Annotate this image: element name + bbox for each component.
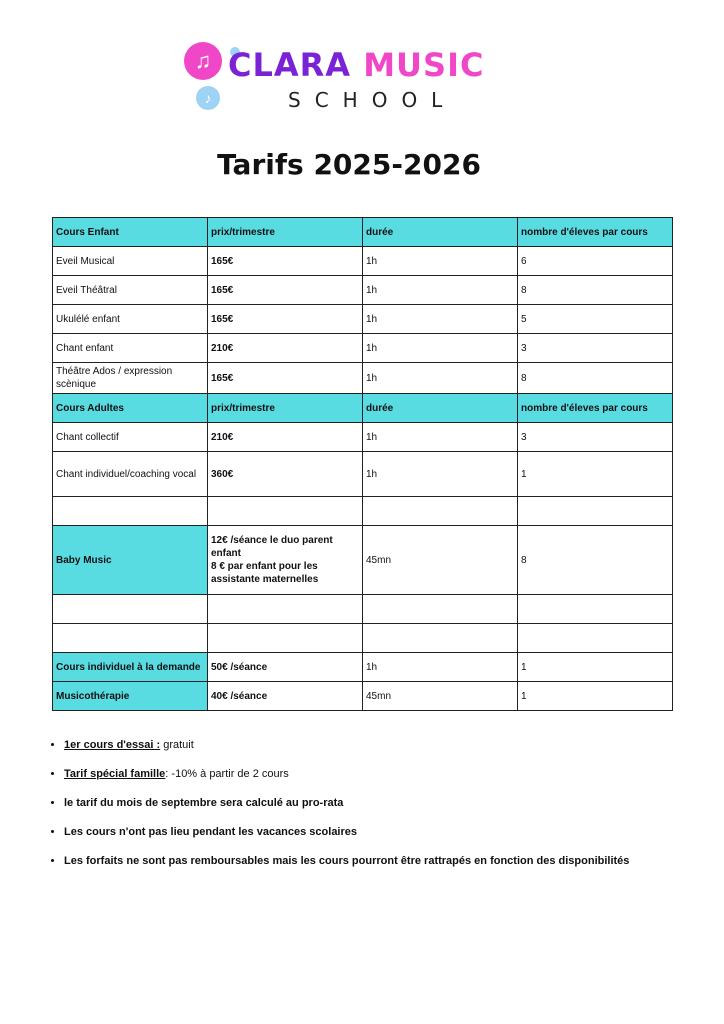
table-row xyxy=(53,682,673,711)
price-cell: 40€ /séance xyxy=(208,682,363,711)
course-cell: Chant individuel/coaching vocal xyxy=(53,452,208,497)
logo-wordmark xyxy=(228,46,484,84)
note-text: : -10% à partir de 2 cours xyxy=(165,768,289,780)
duration-cell: 1h xyxy=(363,276,518,305)
logo-word-clara: CLARA xyxy=(228,46,352,84)
students-cell: 1 xyxy=(518,452,673,497)
price-cell: 360€ xyxy=(208,452,363,497)
duration-cell: 45mn xyxy=(363,526,518,595)
course-cell: Eveil Musical xyxy=(53,247,208,276)
empty-row xyxy=(53,497,673,526)
list-item: • le tarif du mois de septembre sera calculé au pro-rata xyxy=(64,796,724,811)
header-cell: Cours Enfant xyxy=(53,218,208,247)
header-cell: durée xyxy=(363,394,518,423)
price-line: 12€ /séance le duo parent enfant xyxy=(211,535,333,559)
empty-cell xyxy=(518,595,673,624)
table-row xyxy=(53,247,673,276)
logo-word-school: SCHOOL xyxy=(288,88,457,112)
table-row xyxy=(53,452,673,497)
header-cell: nombre d'éleves par cours xyxy=(518,218,673,247)
duration-cell: 45mn xyxy=(363,682,518,711)
duration-cell: 1h xyxy=(363,423,518,452)
price-cell: 165€ xyxy=(208,276,363,305)
table-header-row xyxy=(53,218,673,247)
empty-cell xyxy=(53,595,208,624)
table-row xyxy=(53,423,673,452)
course-cell: Baby Music xyxy=(53,526,208,595)
table-row xyxy=(53,276,673,305)
students-cell: 5 xyxy=(518,305,673,334)
students-cell: 8 xyxy=(518,363,673,394)
header-cell: Cours Adultes xyxy=(53,394,208,423)
students-cell: 1 xyxy=(518,653,673,682)
price-line: 8 € par enfant pour les assistante maternelles xyxy=(211,561,319,585)
students-cell: 8 xyxy=(518,526,673,595)
table-row xyxy=(53,305,673,334)
notes-list xyxy=(46,738,724,883)
header-cell: prix/trimestre xyxy=(208,218,363,247)
duration-cell: 1h xyxy=(363,334,518,363)
table-header-row xyxy=(53,394,673,423)
header-cell: prix/trimestre xyxy=(208,394,363,423)
page-title: Tarifs 2025-2026 xyxy=(217,148,481,181)
duration-cell: 1h xyxy=(363,305,518,334)
logo-word-music: MUSIC xyxy=(363,46,485,84)
course-cell: Musicothérapie xyxy=(53,682,208,711)
table-row xyxy=(53,334,673,363)
empty-cell xyxy=(518,624,673,653)
empty-cell xyxy=(208,595,363,624)
note-label: 1er cours d'essai : xyxy=(64,739,161,751)
empty-row xyxy=(53,624,673,653)
tariff-table xyxy=(52,217,673,711)
empty-cell xyxy=(518,497,673,526)
empty-row xyxy=(53,595,673,624)
course-cell: Ukulélé enfant xyxy=(53,305,208,334)
price-cell xyxy=(208,526,363,595)
music-note-icon-small: ♪ xyxy=(196,86,220,110)
header-cell: nombre d'éleves par cours xyxy=(518,394,673,423)
price-cell: 210€ xyxy=(208,334,363,363)
course-cell: Cours individuel à la demande xyxy=(53,653,208,682)
course-cell: Chant enfant xyxy=(53,334,208,363)
note-label: Tarif spécial famille xyxy=(64,768,166,780)
empty-cell xyxy=(363,624,518,653)
empty-cell xyxy=(208,497,363,526)
students-cell: 3 xyxy=(518,423,673,452)
duration-cell: 1h xyxy=(363,247,518,276)
table-row xyxy=(53,653,673,682)
students-cell: 3 xyxy=(518,334,673,363)
table-row xyxy=(53,363,673,394)
students-cell: 6 xyxy=(518,247,673,276)
school-logo xyxy=(180,40,540,120)
duration-cell: 1h xyxy=(363,653,518,682)
students-cell: 1 xyxy=(518,682,673,711)
price-cell: 50€ /séance xyxy=(208,653,363,682)
table-row-baby-music xyxy=(53,526,673,595)
music-note-icon: ♫ xyxy=(184,42,222,80)
list-item: • Les cours n'ont pas lieu pendant les vacances scolaires xyxy=(64,825,724,840)
list-item xyxy=(64,738,724,753)
course-cell: Théâtre Ados / expression scènique xyxy=(53,363,208,394)
header-cell: durée xyxy=(363,218,518,247)
empty-cell xyxy=(363,497,518,526)
note-text: gratuit xyxy=(160,739,194,751)
empty-cell xyxy=(363,595,518,624)
price-cell: 165€ xyxy=(208,247,363,276)
students-cell: 8 xyxy=(518,276,673,305)
price-cell: 165€ xyxy=(208,305,363,334)
list-item: • Les forfaits ne sont pas remboursables mais les cours pourront être rattrapés en fonction des disponibilités xyxy=(64,854,724,869)
empty-cell xyxy=(208,624,363,653)
course-cell: Chant collectif xyxy=(53,423,208,452)
duration-cell: 1h xyxy=(363,452,518,497)
list-item xyxy=(64,767,724,782)
price-cell: 210€ xyxy=(208,423,363,452)
empty-cell xyxy=(53,624,208,653)
price-cell: 165€ xyxy=(208,363,363,394)
empty-cell xyxy=(53,497,208,526)
duration-cell: 1h xyxy=(363,363,518,394)
course-cell: Eveil Théâtral xyxy=(53,276,208,305)
